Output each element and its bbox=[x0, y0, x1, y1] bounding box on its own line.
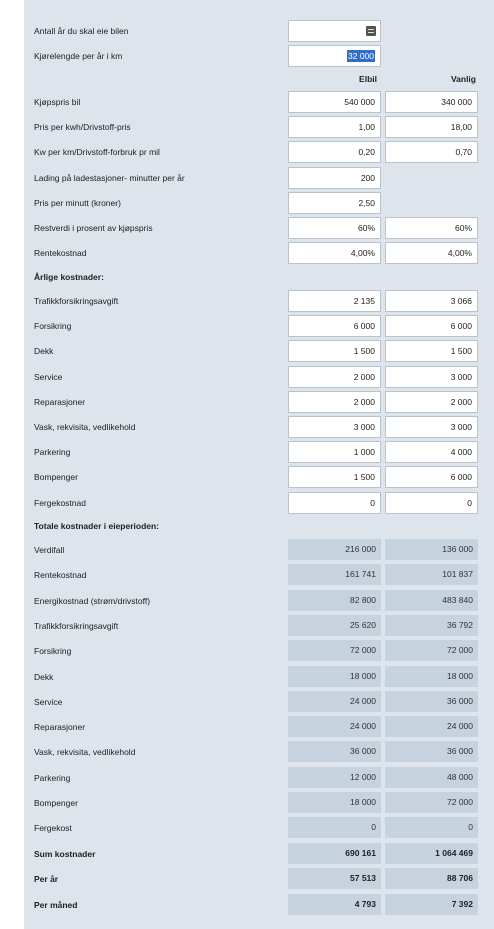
row-label: Energikostnad (strøm/drivstoff) bbox=[34, 596, 151, 606]
row-label: Kjøpspris bil bbox=[34, 97, 81, 107]
vanlig-input[interactable]: 3 000 bbox=[385, 416, 478, 438]
row-label: Fergekostnad bbox=[34, 498, 86, 508]
elbil-input[interactable]: 0 bbox=[288, 492, 381, 514]
vanlig-value: 136 000 bbox=[385, 539, 478, 560]
elbil-value: 82 800 bbox=[288, 590, 381, 611]
vanlig-input[interactable]: 4 000 bbox=[385, 441, 478, 463]
row-label: Bompenger bbox=[34, 798, 78, 808]
table-row bbox=[24, 217, 494, 239]
table-row bbox=[24, 391, 494, 413]
vanlig-value: 36 000 bbox=[385, 741, 478, 762]
vanlig-input[interactable]: 3 000 bbox=[385, 366, 478, 388]
elbil-input[interactable]: 1,00 bbox=[288, 116, 381, 138]
row-label: Vask, rekvisita, vedlikehold bbox=[34, 747, 136, 757]
row-label: Service bbox=[34, 697, 63, 707]
elbil-value: 36 000 bbox=[288, 741, 381, 762]
row-label: Sum kostnader bbox=[34, 849, 96, 859]
table-row bbox=[24, 192, 494, 214]
vanlig-value: 1 064 469 bbox=[385, 843, 478, 864]
column-headers bbox=[24, 72, 494, 86]
table-row bbox=[24, 792, 494, 814]
elbil-input[interactable]: 200 bbox=[288, 167, 381, 189]
table-row bbox=[24, 868, 494, 890]
table-row bbox=[24, 167, 494, 189]
table-row bbox=[24, 492, 494, 514]
row-label: Kw per km/Drivstoff-forbruk pr mil bbox=[34, 147, 160, 157]
annual-heading-row bbox=[24, 266, 494, 288]
row-label: Pris per kwh/Drivstoff-pris bbox=[34, 122, 131, 132]
table-row bbox=[24, 615, 494, 637]
elbil-value: 57 513 bbox=[288, 868, 381, 889]
table-row bbox=[24, 817, 494, 839]
elbil-input[interactable]: 1 500 bbox=[288, 340, 381, 362]
table-row bbox=[24, 466, 494, 488]
row-label: Reparasjoner bbox=[34, 722, 86, 732]
table-row bbox=[24, 564, 494, 586]
elbil-value: 24 000 bbox=[288, 716, 381, 737]
vanlig-value: 0 bbox=[385, 817, 478, 838]
table-row bbox=[24, 691, 494, 713]
row-label: Pris per minutt (kroner) bbox=[34, 198, 121, 208]
row-label: Vask, rekvisita, vedlikehold bbox=[34, 422, 136, 432]
vanlig-input[interactable]: 0 bbox=[385, 492, 478, 514]
elbil-input[interactable]: 60% bbox=[288, 217, 381, 239]
elbil-value: 18 000 bbox=[288, 666, 381, 687]
table-row bbox=[24, 416, 494, 438]
row-label: Lading på ladestasjoner- minutter per år bbox=[34, 173, 185, 183]
vanlig-value: 24 000 bbox=[385, 716, 478, 737]
vanlig-input[interactable]: 1 500 bbox=[385, 340, 478, 362]
vanlig-value: 7 392 bbox=[385, 894, 478, 915]
vanlig-input[interactable]: 6 000 bbox=[385, 466, 478, 488]
elbil-input[interactable]: 1 000 bbox=[288, 441, 381, 463]
vanlig-input[interactable]: 3 066 bbox=[385, 290, 478, 312]
row-label: Parkering bbox=[34, 447, 71, 457]
vanlig-input[interactable]: 6 000 bbox=[385, 315, 478, 337]
table-row bbox=[24, 894, 494, 916]
years-row bbox=[24, 20, 494, 42]
elbil-value: 690 161 bbox=[288, 843, 381, 864]
vanlig-value: 72 000 bbox=[385, 792, 478, 813]
km-input[interactable] bbox=[288, 45, 381, 67]
row-label: Verdifall bbox=[34, 545, 65, 555]
vanlig-value: 101 837 bbox=[385, 564, 478, 585]
elbil-value: 4 793 bbox=[288, 894, 381, 915]
elbil-value: 72 000 bbox=[288, 640, 381, 661]
table-row bbox=[24, 315, 494, 337]
vanlig-input[interactable]: 340 000 bbox=[385, 91, 478, 113]
row-label: Bompenger bbox=[34, 472, 78, 482]
km-value: 32 000 bbox=[348, 51, 374, 61]
vanlig-value: 483 840 bbox=[385, 590, 478, 611]
vanlig-value: 36 000 bbox=[385, 691, 478, 712]
elbil-value: 216 000 bbox=[288, 539, 381, 560]
elbil-input[interactable]: 540 000 bbox=[288, 91, 381, 113]
column-vanlig: Vanlig bbox=[450, 74, 476, 84]
row-label: Forsikring bbox=[34, 321, 72, 331]
vanlig-input[interactable]: 60% bbox=[385, 217, 478, 239]
km-row bbox=[24, 45, 494, 67]
table-row bbox=[24, 741, 494, 763]
totals-heading: Totale kostnader i eieperioden: bbox=[34, 521, 160, 531]
table-row bbox=[24, 666, 494, 688]
elbil-input[interactable]: 2 135 bbox=[288, 290, 381, 312]
vanlig-input[interactable]: 4,00% bbox=[385, 242, 478, 264]
row-label: Forsikring bbox=[34, 646, 72, 656]
elbil-input[interactable]: 2,50 bbox=[288, 192, 381, 214]
years-label: Antall år du skal eie bilen bbox=[34, 26, 129, 36]
table-row bbox=[24, 290, 494, 312]
elbil-value: 0 bbox=[288, 817, 381, 838]
column-elbil: Elbil bbox=[359, 74, 377, 84]
row-label: Fergekost bbox=[34, 823, 72, 833]
row-label: Reparasjoner bbox=[34, 397, 86, 407]
row-label: Rentekostnad bbox=[34, 248, 87, 258]
vanlig-value: 36 792 bbox=[385, 615, 478, 636]
row-label: Parkering bbox=[34, 773, 71, 783]
table-row bbox=[24, 767, 494, 789]
table-row bbox=[24, 843, 494, 865]
table-row bbox=[24, 590, 494, 612]
table-row bbox=[24, 640, 494, 662]
elbil-input[interactable]: 2 000 bbox=[288, 391, 381, 413]
row-label: Dekk bbox=[34, 346, 54, 356]
table-row bbox=[24, 116, 494, 138]
row-label: Trafikkforsikringsavgift bbox=[34, 296, 119, 306]
calculator-panel bbox=[24, 0, 494, 929]
table-row bbox=[24, 441, 494, 463]
table-row bbox=[24, 539, 494, 561]
elbil-value: 24 000 bbox=[288, 691, 381, 712]
table-row bbox=[24, 366, 494, 388]
table-row bbox=[24, 716, 494, 738]
elbil-input[interactable]: 2 000 bbox=[288, 366, 381, 388]
elbil-value: 161 741 bbox=[288, 564, 381, 585]
elbil-value: 25 620 bbox=[288, 615, 381, 636]
row-label: Per måned bbox=[34, 900, 78, 910]
row-label: Trafikkforsikringsavgift bbox=[34, 621, 119, 631]
elbil-value: 18 000 bbox=[288, 792, 381, 813]
vanlig-value: 72 000 bbox=[385, 640, 478, 661]
vanlig-value: 18 000 bbox=[385, 666, 478, 687]
table-row bbox=[24, 340, 494, 362]
spinner-icon[interactable] bbox=[366, 26, 376, 36]
elbil-value: 12 000 bbox=[288, 767, 381, 788]
vanlig-input[interactable]: 18,00 bbox=[385, 116, 478, 138]
table-row bbox=[24, 91, 494, 113]
vanlig-value: 88 706 bbox=[385, 868, 478, 889]
row-label: Service bbox=[34, 372, 63, 382]
row-label: Restverdi i prosent av kjøpspris bbox=[34, 223, 153, 233]
table-row bbox=[24, 141, 494, 163]
totals-heading-row bbox=[24, 515, 494, 537]
annual-heading: Årlige kostnader: bbox=[34, 272, 104, 282]
km-label: Kjørelengde per år i km bbox=[34, 51, 123, 61]
row-label: Per år bbox=[34, 874, 59, 884]
elbil-input[interactable]: 0,20 bbox=[288, 141, 381, 163]
elbil-input[interactable]: 4,00% bbox=[288, 242, 381, 264]
vanlig-input[interactable]: 0,70 bbox=[385, 141, 478, 163]
years-input[interactable] bbox=[288, 20, 381, 42]
elbil-input[interactable]: 3 000 bbox=[288, 416, 381, 438]
table-row bbox=[24, 242, 494, 264]
row-label: Dekk bbox=[34, 672, 54, 682]
elbil-input[interactable]: 1 500 bbox=[288, 466, 381, 488]
vanlig-input[interactable]: 2 000 bbox=[385, 391, 478, 413]
elbil-input[interactable]: 6 000 bbox=[288, 315, 381, 337]
row-label: Rentekostnad bbox=[34, 570, 87, 580]
vanlig-value: 48 000 bbox=[385, 767, 478, 788]
